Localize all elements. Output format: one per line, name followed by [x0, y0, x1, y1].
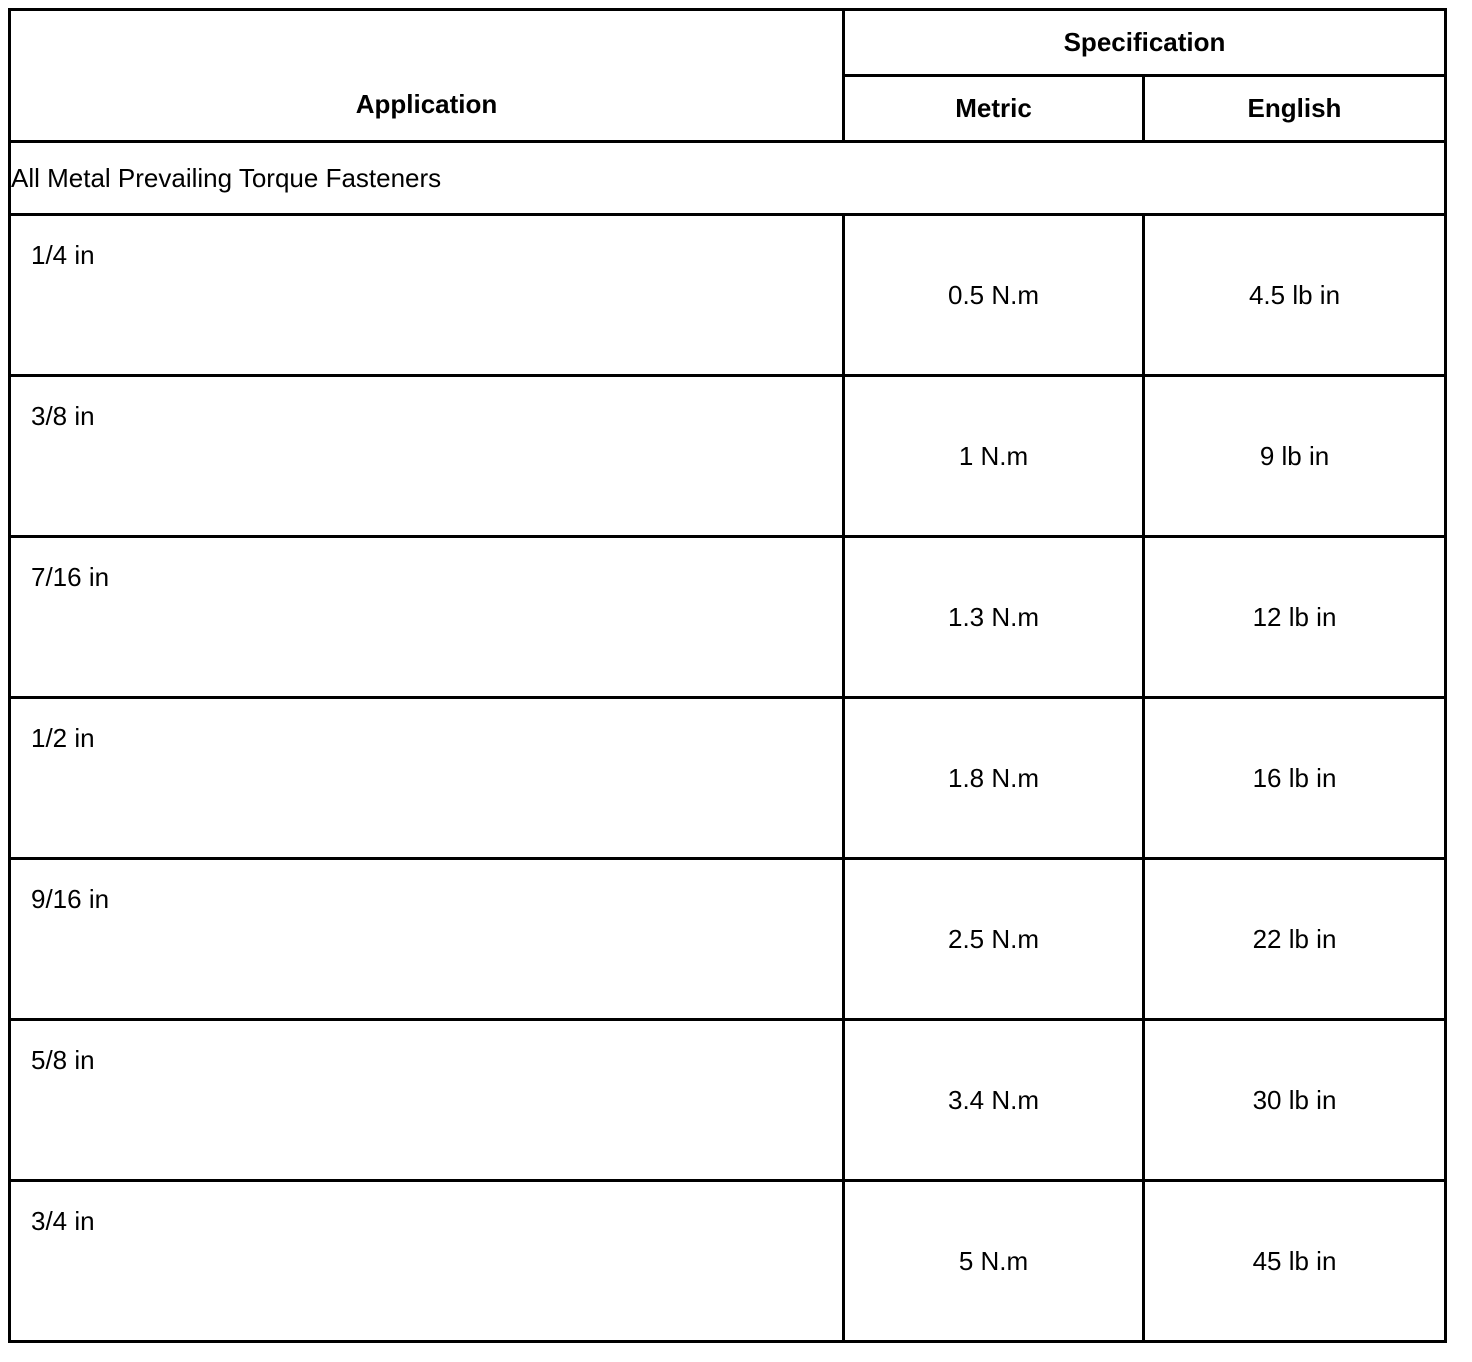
torque-specification-table: [8, 8, 1447, 1343]
table-row: [10, 859, 1446, 1020]
metric-cell: 2.5 N.m: [844, 859, 1144, 1020]
table-row: [10, 376, 1446, 537]
section-title: All Metal Prevailing Torque Fasteners: [10, 142, 1446, 215]
section-row: [10, 142, 1446, 215]
english-cell: 45 lb in: [1144, 1181, 1446, 1342]
header-specification: Specification: [844, 10, 1446, 76]
application-cell: 3/8 in: [10, 376, 844, 537]
application-cell: 1/4 in: [10, 215, 844, 376]
header-application: Application: [10, 10, 844, 142]
english-cell: 30 lb in: [1144, 1020, 1446, 1181]
application-cell: 7/16 in: [10, 537, 844, 698]
table-header: [10, 10, 1446, 142]
header-english: English: [1144, 76, 1446, 142]
metric-cell: 5 N.m: [844, 1181, 1144, 1342]
english-cell: 22 lb in: [1144, 859, 1446, 1020]
metric-cell: 0.5 N.m: [844, 215, 1144, 376]
application-cell: 3/4 in: [10, 1181, 844, 1342]
english-cell: 12 lb in: [1144, 537, 1446, 698]
english-cell: 4.5 lb in: [1144, 215, 1446, 376]
table-row: [10, 1020, 1446, 1181]
table-row: [10, 1181, 1446, 1342]
metric-cell: 3.4 N.m: [844, 1020, 1144, 1181]
application-cell: 9/16 in: [10, 859, 844, 1020]
application-cell: 5/8 in: [10, 1020, 844, 1181]
table-row: [10, 215, 1446, 376]
metric-cell: 1 N.m: [844, 376, 1144, 537]
metric-cell: 1.8 N.m: [844, 698, 1144, 859]
table-body: [10, 142, 1446, 1342]
english-cell: 16 lb in: [1144, 698, 1446, 859]
application-cell: 1/2 in: [10, 698, 844, 859]
header-metric: Metric: [844, 76, 1144, 142]
table-row: [10, 698, 1446, 859]
english-cell: 9 lb in: [1144, 376, 1446, 537]
metric-cell: 1.3 N.m: [844, 537, 1144, 698]
table-row: [10, 537, 1446, 698]
